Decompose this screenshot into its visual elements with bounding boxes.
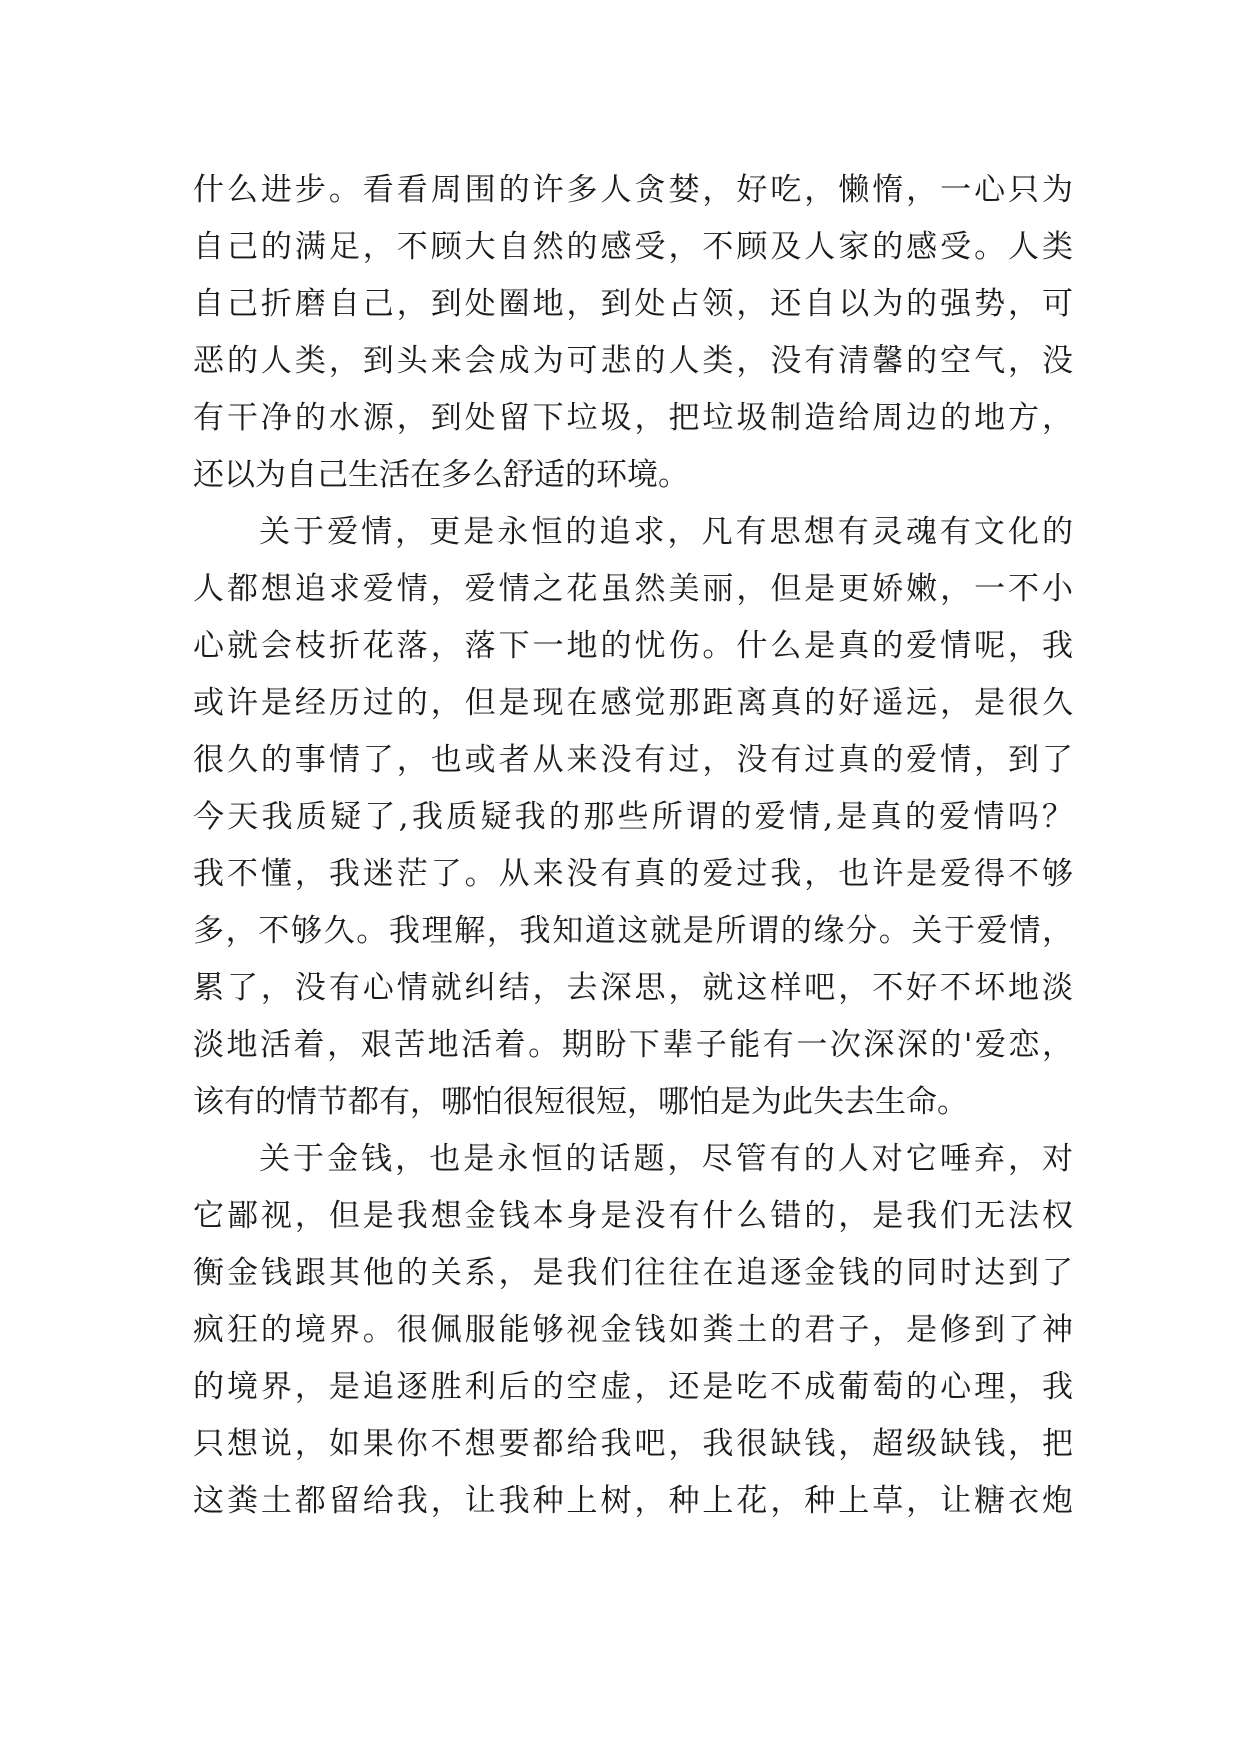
text-line: 或许是经历过的，但是现在感觉那距离真的好遥远，是很久 [193,685,1073,721]
text-line: 什么进步。看看周围的许多人贪婪，好吃，懒惰，一心只为 [193,172,1073,208]
text-line: 它鄙视，但是我想金钱本身是没有什么错的，是我们无法权 [193,1198,1073,1234]
text-line: 有干净的水源，到处留下垃圾，把垃圾制造给周边的地方， [193,400,1073,436]
text-line: 心就会枝折花落，落下一地的忧伤。什么是真的爱情呢，我 [193,628,1073,664]
text-line: 衡金钱跟其他的关系，是我们往往在追逐金钱的同时达到了 [193,1255,1073,1291]
text-line: 累了，没有心情就纠结，去深思，就这样吧，不好不坏地淡 [193,970,1073,1006]
text-line: 很久的事情了，也或者从来没有过，没有过真的爱情，到了 [193,742,1073,778]
text-line: 多，不够久。我理解，我知道这就是所谓的缘分。关于爱情， [193,913,1073,949]
text-line: 关于金钱，也是永恒的话题，尽管有的人对它唾弃，对 [259,1141,1073,1177]
text-line: 人都想追求爱情，爱情之花虽然美丽，但是更娇嫩，一不小 [193,571,1073,607]
text-line: 自己的满足，不顾大自然的感受，不顾及人家的感受。人类 [193,229,1073,265]
text-line: 今天我质疑了,我质疑我的那些所谓的爱情,是真的爱情吗？ [193,799,1073,835]
text-line: 还以为自己生活在多么舒适的环境。 [193,457,689,493]
text-line: 自己折磨自己，到处圈地，到处占领，还自以为的强势，可 [193,286,1073,322]
text-line: 我不懂，我迷茫了。从来没有真的爱过我，也许是爱得不够 [193,856,1073,892]
text-line: 恶的人类，到头来会成为可悲的人类，没有清馨的空气，没 [193,343,1073,379]
text-line: 疯狂的境界。很佩服能够视金钱如粪土的君子，是修到了神 [193,1312,1073,1348]
text-line: 的境界，是追逐胜利后的空虚，还是吃不成葡萄的心理，我 [193,1369,1073,1405]
text-line: 关于爱情，更是永恒的追求，凡有思想有灵魂有文化的 [259,514,1073,550]
text-line: 淡地活着，艰苦地活着。期盼下辈子能有一次深深的'爱恋， [193,1027,1073,1063]
text-line: 该有的情节都有，哪怕很短很短，哪怕是为此失去生命。 [193,1084,968,1120]
text-line: 只想说，如果你不想要都给我吧，我很缺钱，超级缺钱，把 [193,1426,1073,1462]
text-line: 这粪土都留给我，让我种上树，种上花，种上草，让糖衣炮 [193,1483,1073,1519]
body-text [193,162,1073,1530]
